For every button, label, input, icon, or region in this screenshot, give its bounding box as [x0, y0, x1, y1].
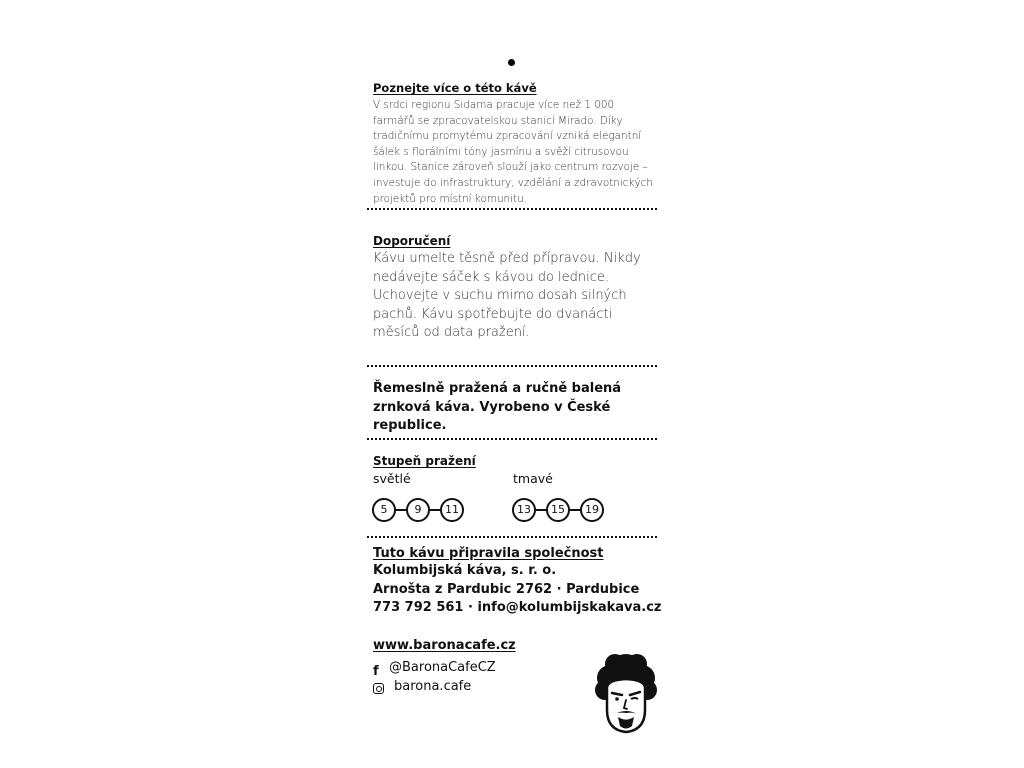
roast-section [373, 454, 655, 528]
roast-level: 9 [406, 498, 430, 522]
facebook-row[interactable] [373, 656, 496, 679]
recommendation-title: Doporučení [373, 234, 451, 248]
about-title: Poznejte více o této kávě [373, 81, 537, 95]
roast-level: 5 [372, 498, 396, 522]
instagram-row[interactable] [373, 678, 471, 694]
barona-face-logo [593, 652, 659, 734]
facebook-icon: f [373, 664, 379, 679]
roast-level: 15 [546, 498, 570, 522]
producer-name: Kolumbijská káva, s. r. o. [373, 563, 557, 578]
craft-section [373, 380, 655, 436]
recommendation-section [373, 234, 655, 343]
divider [367, 438, 657, 440]
roast-light-label: světlé [373, 471, 411, 486]
divider [367, 208, 657, 210]
website-link[interactable]: www.baronacafe.cz [373, 638, 516, 653]
roast-scale [373, 498, 655, 528]
coffee-label [367, 52, 662, 742]
divider [367, 536, 657, 538]
recommendation-text: Kávu umelte těsně před přípravou. Nikdy nedávejte sáček s kávou do lednice. Uchovejte v suchu mimo dosah silných pachů. Kávu spotřebujte do dvanácti měsíců od data pražení. [373, 251, 641, 340]
producer-title: Tuto kávu připravila společnost [373, 546, 604, 561]
divider [367, 365, 657, 367]
website-section [373, 638, 655, 653]
about-section [373, 81, 655, 207]
roast-level: 11 [440, 498, 464, 522]
roast-title: Stupeň pražení [373, 454, 476, 468]
hang-hole [508, 59, 515, 66]
facebook-handle[interactable]: @BaronaCafeCZ [389, 660, 496, 675]
craft-text: Řemeslně pražená a ručně balená zrnková káva. Vyrobeno v České republice. [373, 381, 622, 433]
instagram-icon [373, 683, 384, 694]
roast-level: 19 [580, 498, 604, 522]
roast-level: 13 [512, 498, 536, 522]
producer-address: Arnošta z Pardubic 2762 · Pardubice [373, 581, 640, 597]
producer-contact: 773 792 561 · info@kolumbijskakava.cz [373, 600, 662, 615]
roast-dark-label: tmavé [513, 471, 553, 486]
instagram-handle[interactable]: barona.cafe [394, 678, 472, 694]
about-text: V srdci regionu Sidama pracuje více než 1 000 farmářů se zpracovatelskou stanicí Mirado. Díky tradičnímu promytému zpracování vzniká elegantní šálek s florálními tóny jasmínu a svěží citrusovou linkou. Stanice zároveň slouží jako centrum rozvoje – investuje do infrastruktury, vzdělání a zdravotnických projektů pro místní komunitu. [373, 99, 653, 205]
roast-labels [373, 471, 655, 489]
producer-section [373, 546, 662, 618]
